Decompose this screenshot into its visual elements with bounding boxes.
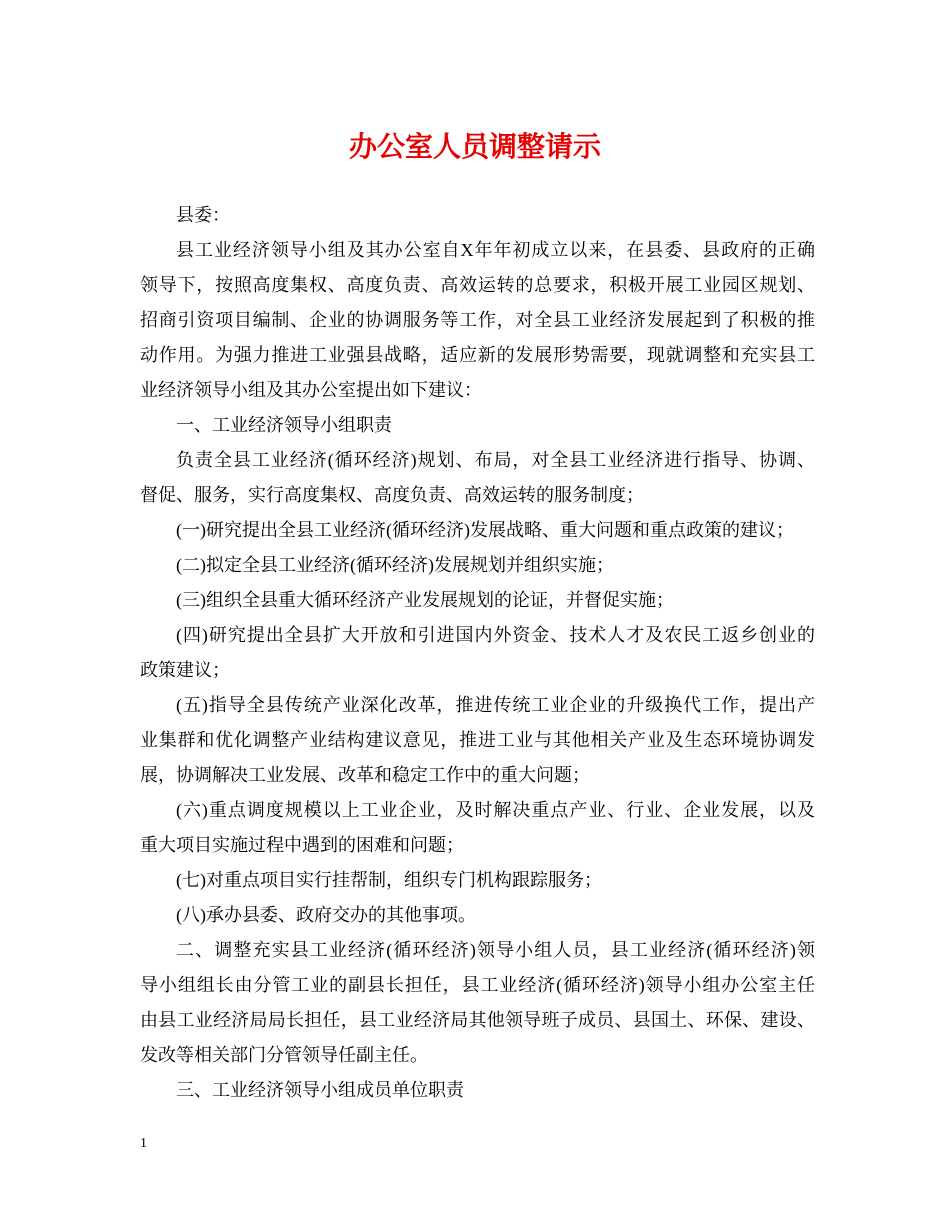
text-line: 导小组组长由分管工业的副县长担任，县工业经济(循环经济)领导小组办公室主任 [140, 975, 815, 995]
text-line: 三、工业经济领导小组成员单位职责 [176, 1080, 464, 1100]
text-line: (二)拟定全县工业经济(循环经济)发展规划并组织实施； [176, 555, 614, 575]
text-line: (三)组织全县重大循环经济产业发展规划的论证，并督促实施； [176, 590, 674, 610]
text-line: (五)指导全县传统产业深化改革，推进传统工业企业的升级换代工作，提出产 [176, 695, 815, 715]
list-item-6 [140, 793, 815, 863]
text-line: 动作用。为强力推进工业强县战略，适应新的发展形势需要，现就调整和充实县工 [140, 345, 815, 365]
list-item-4 [140, 618, 815, 688]
text-line: 由县工业经济局局长担任，县工业经济局其他领导班子成员、县国土、环保、建设、 [140, 1010, 815, 1030]
text-line: 一、工业经济领导小组职责 [176, 415, 392, 435]
text-line: 招商引资项目编制、企业的协调服务等工作，对全县工业经济发展起到了积极的推 [140, 310, 815, 330]
list-item-1 [140, 513, 815, 548]
text-line: (八)承办县委、政府交办的其他事项。 [176, 905, 476, 925]
list-item-7 [140, 863, 815, 898]
text-line: (四)研究提出全县扩大开放和引进国内外资金、技术人才及农民工返乡创业的 [176, 625, 815, 645]
text-line: 重大项目实施过程中遇到的困难和问题； [140, 835, 464, 855]
list-item-3 [140, 583, 815, 618]
list-item-8 [140, 898, 815, 933]
text-line: 负责全县工业经济(循环经济)规划、布局，对全县工业经济进行指导、协调、 [176, 450, 815, 470]
paragraph-duties [140, 443, 815, 513]
text-line: 业经济领导小组及其办公室提出如下建议： [140, 380, 482, 400]
text-line: 领导下，按照高度集权、高度负责、高效运转的总要求，积极开展工业园区规划、 [140, 275, 815, 295]
list-item-2 [140, 548, 815, 583]
text-line: 二、调整充实县工业经济(循环经济)领导小组人员，县工业经济(循环经济)领 [176, 940, 815, 960]
section-heading-3 [140, 1073, 815, 1108]
text-line: (六)重点调度规模以上工业企业，及时解决重点产业、行业、企业发展，以及 [176, 800, 815, 820]
text-line: 业集群和优化调整产业结构建议意见，推进工业与其他相关产业及生态环境协调发 [140, 730, 815, 750]
text-line: 发改等相关部门分管领导任副主任。 [140, 1045, 428, 1065]
text-line: 县委： [176, 205, 230, 225]
document-title: 办公室人员调整请示 [348, 132, 601, 163]
section-2-paragraph [140, 933, 815, 1073]
text-line: 展，协调解决工业发展、改革和稳定工作中的重大问题； [140, 765, 590, 785]
document-body [140, 198, 815, 1108]
text-line: (七)对重点项目实行挂帮制，组织专门机构跟踪服务； [176, 870, 602, 890]
list-item-5 [140, 688, 815, 793]
text-line: (一)研究提出全县工业经济(循环经济)发展战略、重大问题和重点政策的建议； [176, 520, 794, 540]
text-line: 政策建议； [140, 660, 230, 680]
text-line: 督促、服务，实行高度集权、高度负责、高效运转的服务制度； [140, 485, 644, 505]
section-heading-1 [140, 408, 815, 443]
text-line: 县工业经济领导小组及其办公室自X年年初成立以来，在县委、县政府的正确 [176, 240, 815, 260]
paragraph-intro [140, 233, 815, 408]
page-number: 1 [140, 1136, 147, 1151]
paragraph-salutation [140, 198, 815, 233]
